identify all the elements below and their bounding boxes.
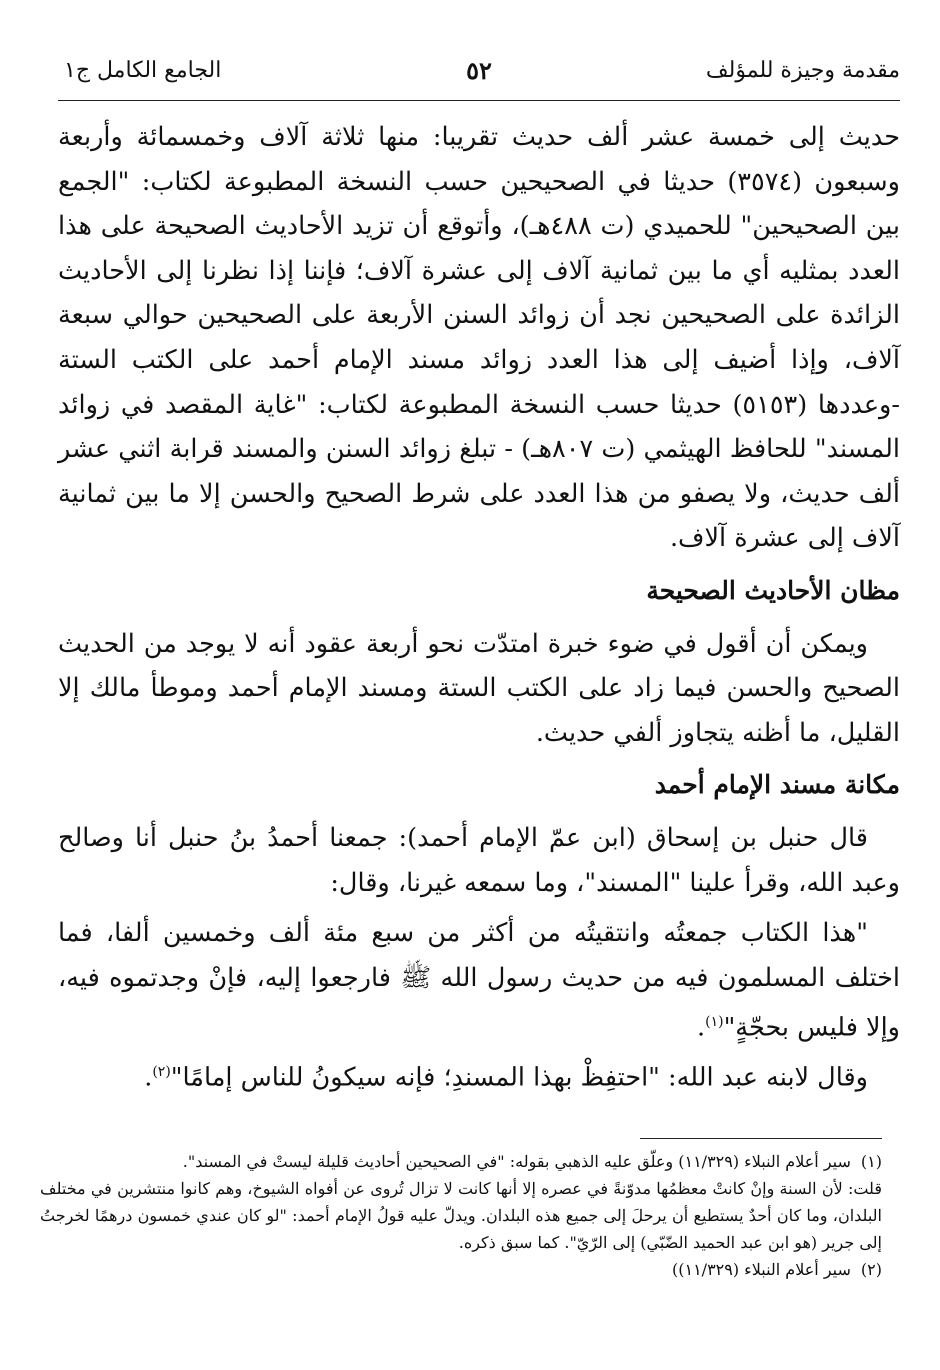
- section-heading-2: مكانة مسند الإمام أحمد: [654, 770, 900, 800]
- running-header: [58, 48, 900, 101]
- quote-end: .: [697, 1012, 706, 1043]
- page-number: ٥٢: [466, 56, 492, 85]
- quote-paragraph: [58, 911, 900, 1050]
- footnotes: [40, 1148, 882, 1283]
- paragraph-3: قال حنبل بن إسحاق (ابن عمّ الإمام أحمد): جمعنا أحمدُ بنُ حنبل أنا وصالح وعبد الله، وقرأ علينا "المسند"، وما سمعه غيرنا، وقال:: [58, 822, 900, 898]
- section-heading-1: مظان الأحاديث الصحيحة: [646, 575, 900, 605]
- paragraph-1: حديث إلى خمسة عشر ألف حديث تقريبا: منها ثلاثة آلاف وخمسمائة وأربعة وسبعون (٣٥٧٤) حديثا في الصحيحين حسب النسخة المطبوعة لكتاب: "الجمع بين الصحيحين" للحميدي (ت ٤٨٨هـ)، وأتوقع أن تزيد الأحاديث الصحيحة على هذا العدد بمثليه أي ما بين ثمانية آلاف إلى عشرة آلاف؛ فإننا إذا نظرنا إلى الأحاديث الزائدة على الصحيحين نجد أن زوائد السنن الأربعة على الصحيحين حوالي سبعة آلاف، وإذا أضيف إلى هذا العدد زوائد مسند الإمام أحمد على الكتب الستة -وعددها (٥١٥٣) حديثا حسب النسخة المطبوعة لكتاب: "غاية المقصد في زوائد المسند" للحافظ الهيثمي (ت ٨٠٧هـ) - تبلغ زوائد السنن والمسند قرابة اثني عشر ألف حديث، ولا يصفو من هذا العدد على شرط الصحيح والحسن إلا ما بين ثمانية آلاف إلى عشرة آلاف.: [58, 122, 900, 554]
- paragraph-4-text: وقال لابنه عبد الله: "احتفِظْ بهذا المسندِ؛ فإنه سيكونُ للناس إمامًا": [170, 1062, 868, 1093]
- quote-text: "هذا الكتاب جمعتُه وانتقيتُه من أكثر من سبع مئة ألف وخمسين ألفا، فما اختلف المسلمون فيه من حديث رسول الله ﷺ فارجعوا إليه، فإنْ وجدتموه فيه، وإلا فليس بحجّةٍ": [58, 918, 900, 1043]
- book-page: [58, 48, 900, 1100]
- paragraph-4-end: .: [144, 1062, 153, 1093]
- footnote-1: [40, 1148, 882, 1175]
- footnote-1-text: سير أعلام النبلاء (١١/٣٢٩) وعلّق عليه الذهبي بقوله: "في الصحيحين أحاديث قليلة ليستْ في المسند".: [182, 1152, 851, 1171]
- paragraph-2: ويمكن أن أقول في ضوء خبرة امتدّت نحو أربعة عقود أنه لا يوجد من الحديث الصحيح والحسن فيما زاد على الكتب الستة ومسند الإمام أحمد وموطأ مالك إلا القليل، ما أظنه يتجاوز ألفي حديث.: [58, 628, 900, 748]
- footnote-2-text: سير أعلام النبلاء (١١/٣٢٩)): [672, 1260, 851, 1279]
- footnote-2: [40, 1256, 882, 1283]
- footnote-ref-2[interactable]: (٢): [152, 1064, 171, 1081]
- footnote-divider: [640, 1138, 882, 1139]
- paragraph-4: [58, 1050, 900, 1100]
- footnote-ref-1[interactable]: (١): [705, 1014, 724, 1031]
- footnote-1-number: (١): [860, 1152, 882, 1171]
- header-section-title: مقدمة وجيزة للمؤلف: [705, 58, 900, 83]
- footnote-2-number: (٢): [860, 1260, 882, 1279]
- footnote-1-continuation: قلت: لأن السنة وإنْ كانتْ معظمُها مدوّنةً في عصره إلا أنها كانت لا تزال تُروى عن أفواه الشيوخ، وهم كانوا منتشرين في مختلف البلدان، وما كان أحدٌ يستطيع أن يرحلَ إلى جميع هذه البلدان. ويدلّ عليه قولُ الإمام أحمد: "لو كان عندي خمسون درهمًا لخرجتُ إلى جرير (هو ابن عبد الحميد الضّبّي) إلى الرّيّ". كما سبق ذكره.: [40, 1179, 883, 1252]
- header-book-title: الجامع الكامل ج١: [64, 58, 222, 83]
- main-text: [58, 115, 900, 1100]
